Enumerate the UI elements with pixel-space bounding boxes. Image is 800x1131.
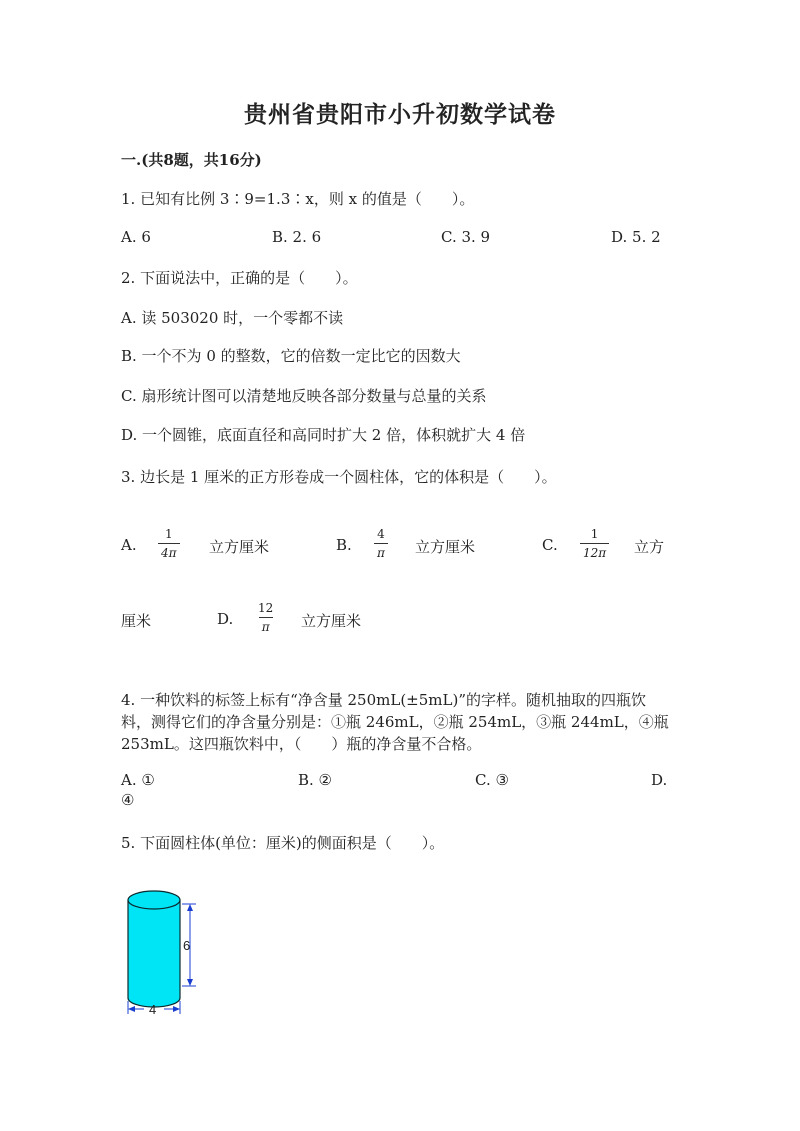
fraction-numerator: 12 — [258, 601, 274, 615]
question-3-option-b-unit: 立方厘米 — [415, 538, 476, 556]
height-arrow-down — [187, 979, 193, 986]
question-3-option-d-unit: 立方厘米 — [301, 612, 362, 630]
question-4-option-d: D. — [651, 771, 668, 789]
height-arrow-up — [187, 904, 193, 911]
section-heading: 一.(共8题，共16分) — [121, 151, 262, 169]
question-1-option-c: C. 3. 9 — [441, 228, 491, 246]
fraction-denominator: π — [259, 617, 273, 633]
question-3-option-b-letter: B. — [336, 536, 352, 554]
question-4-line-1: 4. 一种饮料的标签上标有“净含量 250mL(±5mL)”的字样。随机抽取的四瓶饮 — [121, 691, 647, 709]
fraction-denominator: 4π — [158, 543, 180, 559]
question-2-option-b: B. 一个不为 0 的整数，它的倍数一定比它的因数大 — [121, 347, 461, 365]
question-3-option-a-fraction — [158, 528, 180, 559]
question-4-option-c: C. ③ — [475, 771, 509, 789]
question-1-option-b: B. 2. 6 — [272, 228, 322, 246]
question-3-option-b-fraction — [374, 528, 388, 559]
question-1-option-d: D. 5. 2 — [611, 228, 661, 246]
question-2-option-d: D. 一个圆锥，底面直径和高同时扩大 2 倍，体积就扩大 4 倍 — [121, 426, 526, 444]
question-1-option-a: A. 6 — [121, 228, 151, 246]
question-3-option-c-unit-wrap: 厘米 — [121, 612, 152, 630]
question-1-text: 1. 已知有比例 3∶9=1.3∶x，则 x 的值是（ ）。 — [121, 190, 475, 208]
page-title: 贵州省贵阳市小升初数学试卷 — [244, 101, 556, 128]
cylinder-figure — [118, 880, 208, 1020]
fraction-denominator: 12π — [580, 543, 609, 559]
question-3-option-a-unit: 立方厘米 — [209, 538, 270, 556]
question-5-text: 5. 下面圆柱体(单位：厘米)的侧面积是（ ）。 — [121, 834, 445, 852]
question-2-option-c: C. 扇形统计图可以清楚地反映各部分数量与总量的关系 — [121, 387, 487, 405]
cylinder-top — [128, 891, 180, 909]
question-4-line-2: 料，测得它们的净含量分别是：①瓶 246mL，②瓶 254mL，③瓶 244mL，④瓶 — [121, 713, 669, 731]
question-3-option-c-unit: 立方 — [634, 538, 665, 556]
cylinder-body — [128, 900, 180, 998]
fraction-numerator: 4 — [377, 527, 385, 541]
question-3-option-c-fraction — [580, 528, 609, 559]
question-3-text: 3. 边长是 1 厘米的正方形卷成一个圆柱体，它的体积是（ ）。 — [121, 468, 557, 486]
diameter-label: 4 — [149, 1002, 157, 1017]
question-4-option-b: B. ② — [298, 771, 333, 789]
fraction-numerator: 1 — [590, 527, 599, 541]
fraction-denominator: π — [374, 543, 388, 559]
height-label: 6 — [183, 938, 191, 953]
question-2-option-a: A. 读 503020 时，一个零都不读 — [121, 309, 344, 327]
question-3-option-c-letter: C. — [542, 536, 558, 554]
question-4-option-d-wrap: ④ — [121, 791, 135, 809]
question-3-option-a-letter: A. — [121, 536, 137, 554]
question-2-text: 2. 下面说法中，正确的是（ ）。 — [121, 269, 358, 287]
fraction-numerator: 1 — [164, 527, 173, 541]
question-4-option-a: A. ① — [121, 771, 155, 789]
diameter-arrow-left — [128, 1006, 135, 1012]
question-3-option-d-fraction — [255, 602, 276, 633]
diameter-arrow-right — [173, 1006, 180, 1012]
question-4-line-3: 253mL。这四瓶饮料中，（ ）瓶的净含量不合格。 — [121, 735, 482, 753]
question-3-option-d-letter: D. — [217, 610, 234, 628]
